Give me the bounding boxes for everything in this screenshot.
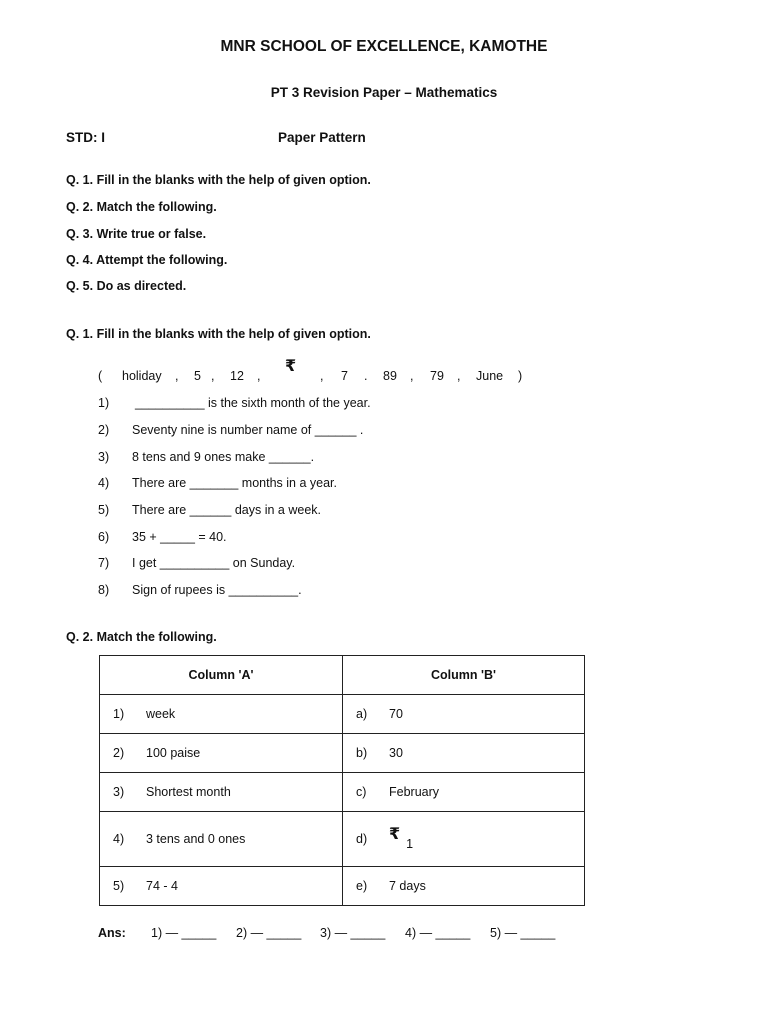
q1-heading: Q. 1. Fill in the blanks with the help of given option. xyxy=(66,327,371,341)
column-b-cell xyxy=(343,734,585,773)
pattern-item: Q. 4. Attempt the following. xyxy=(66,253,228,267)
column-b-letter: e) xyxy=(356,879,368,893)
q1-item-number: 8) xyxy=(98,583,110,597)
column-a-text: 100 paise xyxy=(146,746,201,760)
q1-item-number: 4) xyxy=(98,476,110,490)
pattern-item: Q. 1. Fill in the blanks with the help of given option. xyxy=(66,173,371,187)
q1-item-text: 8 tens and 9 ones make ______. xyxy=(132,450,315,464)
q1-item-number: 5) xyxy=(98,503,110,517)
pattern-item: Q. 2. Match the following. xyxy=(66,200,217,214)
option-holiday: holiday xyxy=(122,369,162,383)
option-rupee-sign: ₹ xyxy=(285,358,297,375)
match-row xyxy=(100,734,585,773)
pattern-item: Q. 5. Do as directed. xyxy=(66,279,187,293)
q1-item-text: There are _______ months in a year. xyxy=(132,476,337,490)
answer-blank: 5) — _____ xyxy=(490,926,556,940)
column-b-cell xyxy=(343,812,585,867)
answer-blank: 2) — _____ xyxy=(236,926,302,940)
q1-item-text: 35 + _____ = 40. xyxy=(132,530,227,544)
column-a-number: 4) xyxy=(113,832,125,846)
match-table xyxy=(99,655,585,906)
q1-item-number: 6) xyxy=(98,530,110,544)
q1-item-number: 2) xyxy=(98,423,110,437)
column-b-cell xyxy=(343,695,585,734)
option-comma: , xyxy=(320,369,324,383)
q1-item-text: There are ______ days in a week. xyxy=(132,503,322,517)
answer-blank: 4) — _____ xyxy=(405,926,471,940)
column-a-cell xyxy=(100,867,343,906)
column-a-header: Column 'A' xyxy=(100,656,343,695)
paper-pattern-title: Paper Pattern xyxy=(278,130,366,145)
column-b-letter: b) xyxy=(356,746,368,760)
q1-item-number: 3) xyxy=(98,450,110,464)
rupee-sign: ₹ xyxy=(389,826,401,843)
q2-heading: Q. 2. Match the following. xyxy=(66,630,217,644)
column-b-letter: c) xyxy=(356,785,367,799)
column-b-text: February xyxy=(389,785,440,799)
column-a-cell xyxy=(100,695,343,734)
column-a-number: 1) xyxy=(113,707,125,721)
option-june: June xyxy=(476,369,504,383)
column-a-cell xyxy=(100,812,343,867)
column-a-text: 3 tens and 0 ones xyxy=(146,832,246,846)
option-79: 79 xyxy=(430,369,444,383)
column-a-text: 74 - 4 xyxy=(146,879,178,893)
q1-item-number: 1) xyxy=(98,396,110,410)
match-row xyxy=(100,812,585,867)
q1-item-text: Sign of rupees is __________. xyxy=(132,583,302,597)
pattern-item: Q. 3. Write true or false. xyxy=(66,227,207,241)
q1-item-number: 7) xyxy=(98,556,110,570)
column-a-text: Shortest month xyxy=(146,785,231,799)
option-comma: , xyxy=(410,369,414,383)
option-7: 7 xyxy=(341,369,348,383)
match-row xyxy=(100,867,585,906)
match-row xyxy=(100,773,585,812)
column-b-text: 70 xyxy=(389,707,403,721)
answer-blank: 1) — _____ xyxy=(151,926,217,940)
option-5: 5 xyxy=(194,369,201,383)
option-dot: . xyxy=(364,369,368,383)
column-b-letter: d) xyxy=(356,832,368,846)
column-a-text: week xyxy=(146,707,176,721)
column-a-cell xyxy=(100,734,343,773)
column-b-text: 1 xyxy=(406,837,414,851)
std-label: STD: I xyxy=(66,130,105,145)
option-89: 89 xyxy=(383,369,397,383)
answer-blank: 3) — _____ xyxy=(320,926,386,940)
option-comma: , xyxy=(457,369,461,383)
match-table-header-row xyxy=(100,656,585,695)
column-a-number: 2) xyxy=(113,746,125,760)
match-row xyxy=(100,695,585,734)
column-a-number: 5) xyxy=(113,879,125,893)
column-a-cell xyxy=(100,773,343,812)
column-b-text: 7 days xyxy=(389,879,426,893)
option-comma: , xyxy=(257,369,261,383)
answer-label: Ans: xyxy=(98,926,126,940)
column-b-cell xyxy=(343,867,585,906)
column-b-header: Column 'B' xyxy=(343,656,585,695)
option-comma: , xyxy=(211,369,215,383)
option-12: 12 xyxy=(230,369,244,383)
option-comma: , xyxy=(175,369,179,383)
column-b-letter: a) xyxy=(356,707,368,721)
paper-title: PT 3 Revision Paper – Mathematics xyxy=(270,85,498,100)
column-b-cell xyxy=(343,773,585,812)
q1-item-text: I get __________ on Sunday. xyxy=(132,556,296,570)
column-b-text: 30 xyxy=(389,746,403,760)
school-name: MNR SCHOOL OF EXCELLENCE, KAMOTHE xyxy=(220,38,548,55)
q1-item-text: __________ is the sixth month of the year. xyxy=(135,396,371,410)
q1-item-text: Seventy nine is number name of ______ . xyxy=(132,423,364,437)
column-a-number: 3) xyxy=(113,785,125,799)
option-open-paren: ( xyxy=(98,369,103,383)
option-close-paren: ) xyxy=(518,369,523,383)
